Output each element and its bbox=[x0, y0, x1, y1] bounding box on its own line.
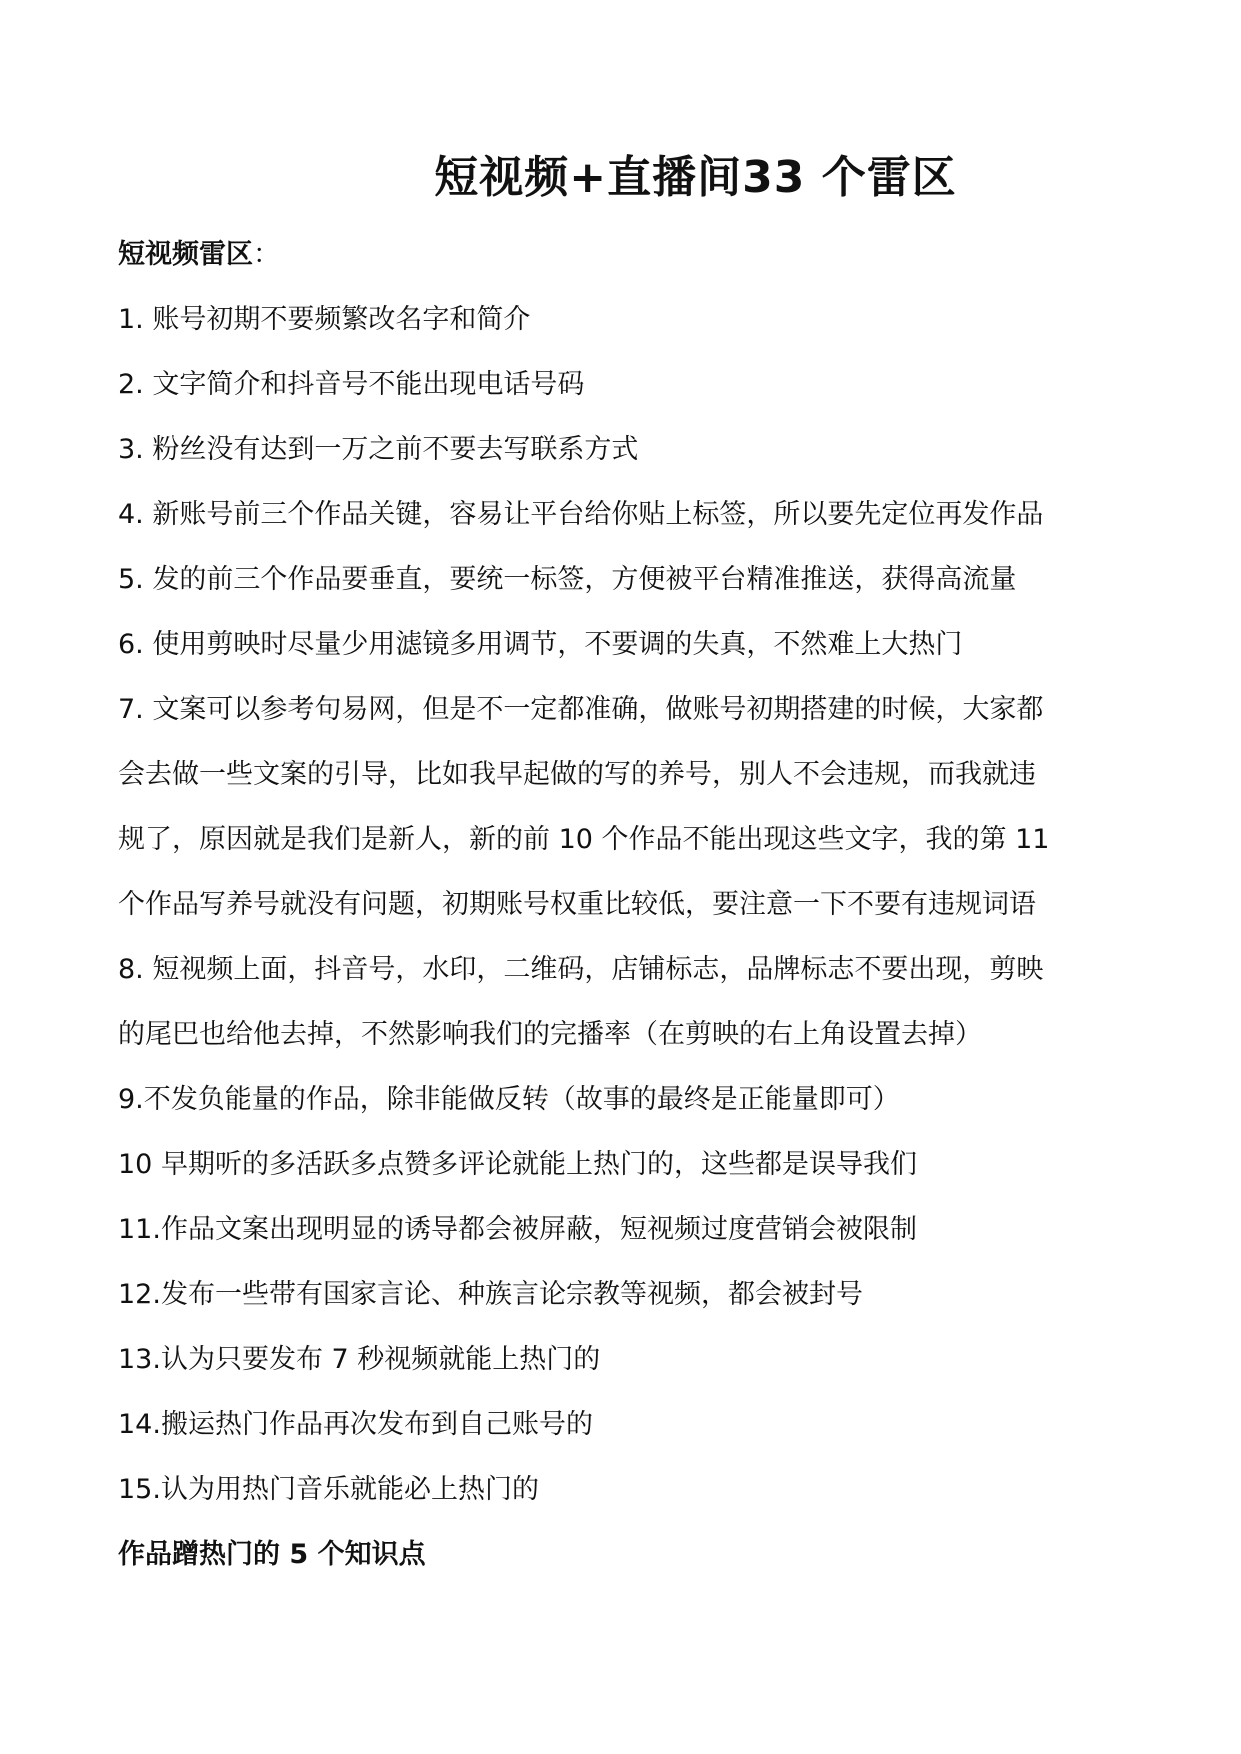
text-line: 7. 文案可以参考句易网，但是不一定都准确，做账号初期搭建的时候，大家都 bbox=[118, 694, 1044, 725]
section-heading-text: 短视频雷区 bbox=[118, 239, 253, 270]
text-line: 8. 短视频上面，抖音号，水印，二维码，店铺标志，品牌标志不要出现，剪映 bbox=[118, 954, 1044, 985]
text-line: 13.认为只要发布 7 秒视频就能上热门的 bbox=[118, 1344, 601, 1375]
text-line: 11.作品文案出现明显的诱导都会被屏蔽，短视频过度营销会被限制 bbox=[118, 1214, 917, 1245]
text-line: 会去做一些文案的引导，比如我早起做的写的养号，别人不会违规，而我就违 bbox=[118, 759, 1036, 790]
text-line: 的尾巴也给他去掉，不然影响我们的完播率（在剪映的右上角设置去掉） bbox=[118, 1019, 982, 1050]
section-heading-colon: ： bbox=[253, 239, 280, 270]
text-line: 1. 账号初期不要频繁改名字和简介 bbox=[118, 304, 531, 335]
text-line: 2. 文字简介和抖音号不能出现电话号码 bbox=[118, 369, 585, 400]
text-line: 14.搬运热门作品再次发布到自己账号的 bbox=[118, 1409, 593, 1440]
text-line: 个作品写养号就没有问题，初期账号权重比较低，要注意一下不要有违规词语 bbox=[118, 889, 1036, 920]
text-line: 6. 使用剪映时尽量少用滤镜多用调节，不要调的失真，不然难上大热门 bbox=[118, 629, 963, 660]
text-line: 3. 粉丝没有达到一万之前不要去写联系方式 bbox=[118, 434, 639, 465]
text-line: 15.认为用热门音乐就能必上热门的 bbox=[118, 1474, 539, 1505]
text-line: 10 早期听的多活跃多点赞多评论就能上热门的，这些都是误导我们 bbox=[118, 1149, 917, 1180]
document-body bbox=[118, 222, 1128, 1587]
text-line: 9.不发负能量的作品，除非能做反转（故事的最终是正能量即可） bbox=[118, 1084, 900, 1115]
text-line: 5. 发的前三个作品要垂直，要统一标签，方便被平台精准推送，获得高流量 bbox=[118, 564, 1017, 595]
section-heading-trending-tips: 作品蹭热门的 5 个知识点 bbox=[118, 1539, 426, 1570]
text-line: 规了，原因就是我们是新人，新的前 10 个作品不能出现这些文字，我的第 11 bbox=[118, 824, 1050, 855]
text-line: 12.发布一些带有国家言论、种族言论宗教等视频，都会被封号 bbox=[118, 1279, 863, 1310]
text-line: 4. 新账号前三个作品关键，容易让平台给你贴上标签，所以要先定位再发作品 bbox=[118, 499, 1044, 530]
document-title: 短视频+直播间33 个雷区 bbox=[434, 152, 957, 203]
section-heading-short-video-pitfalls bbox=[118, 222, 1128, 287]
